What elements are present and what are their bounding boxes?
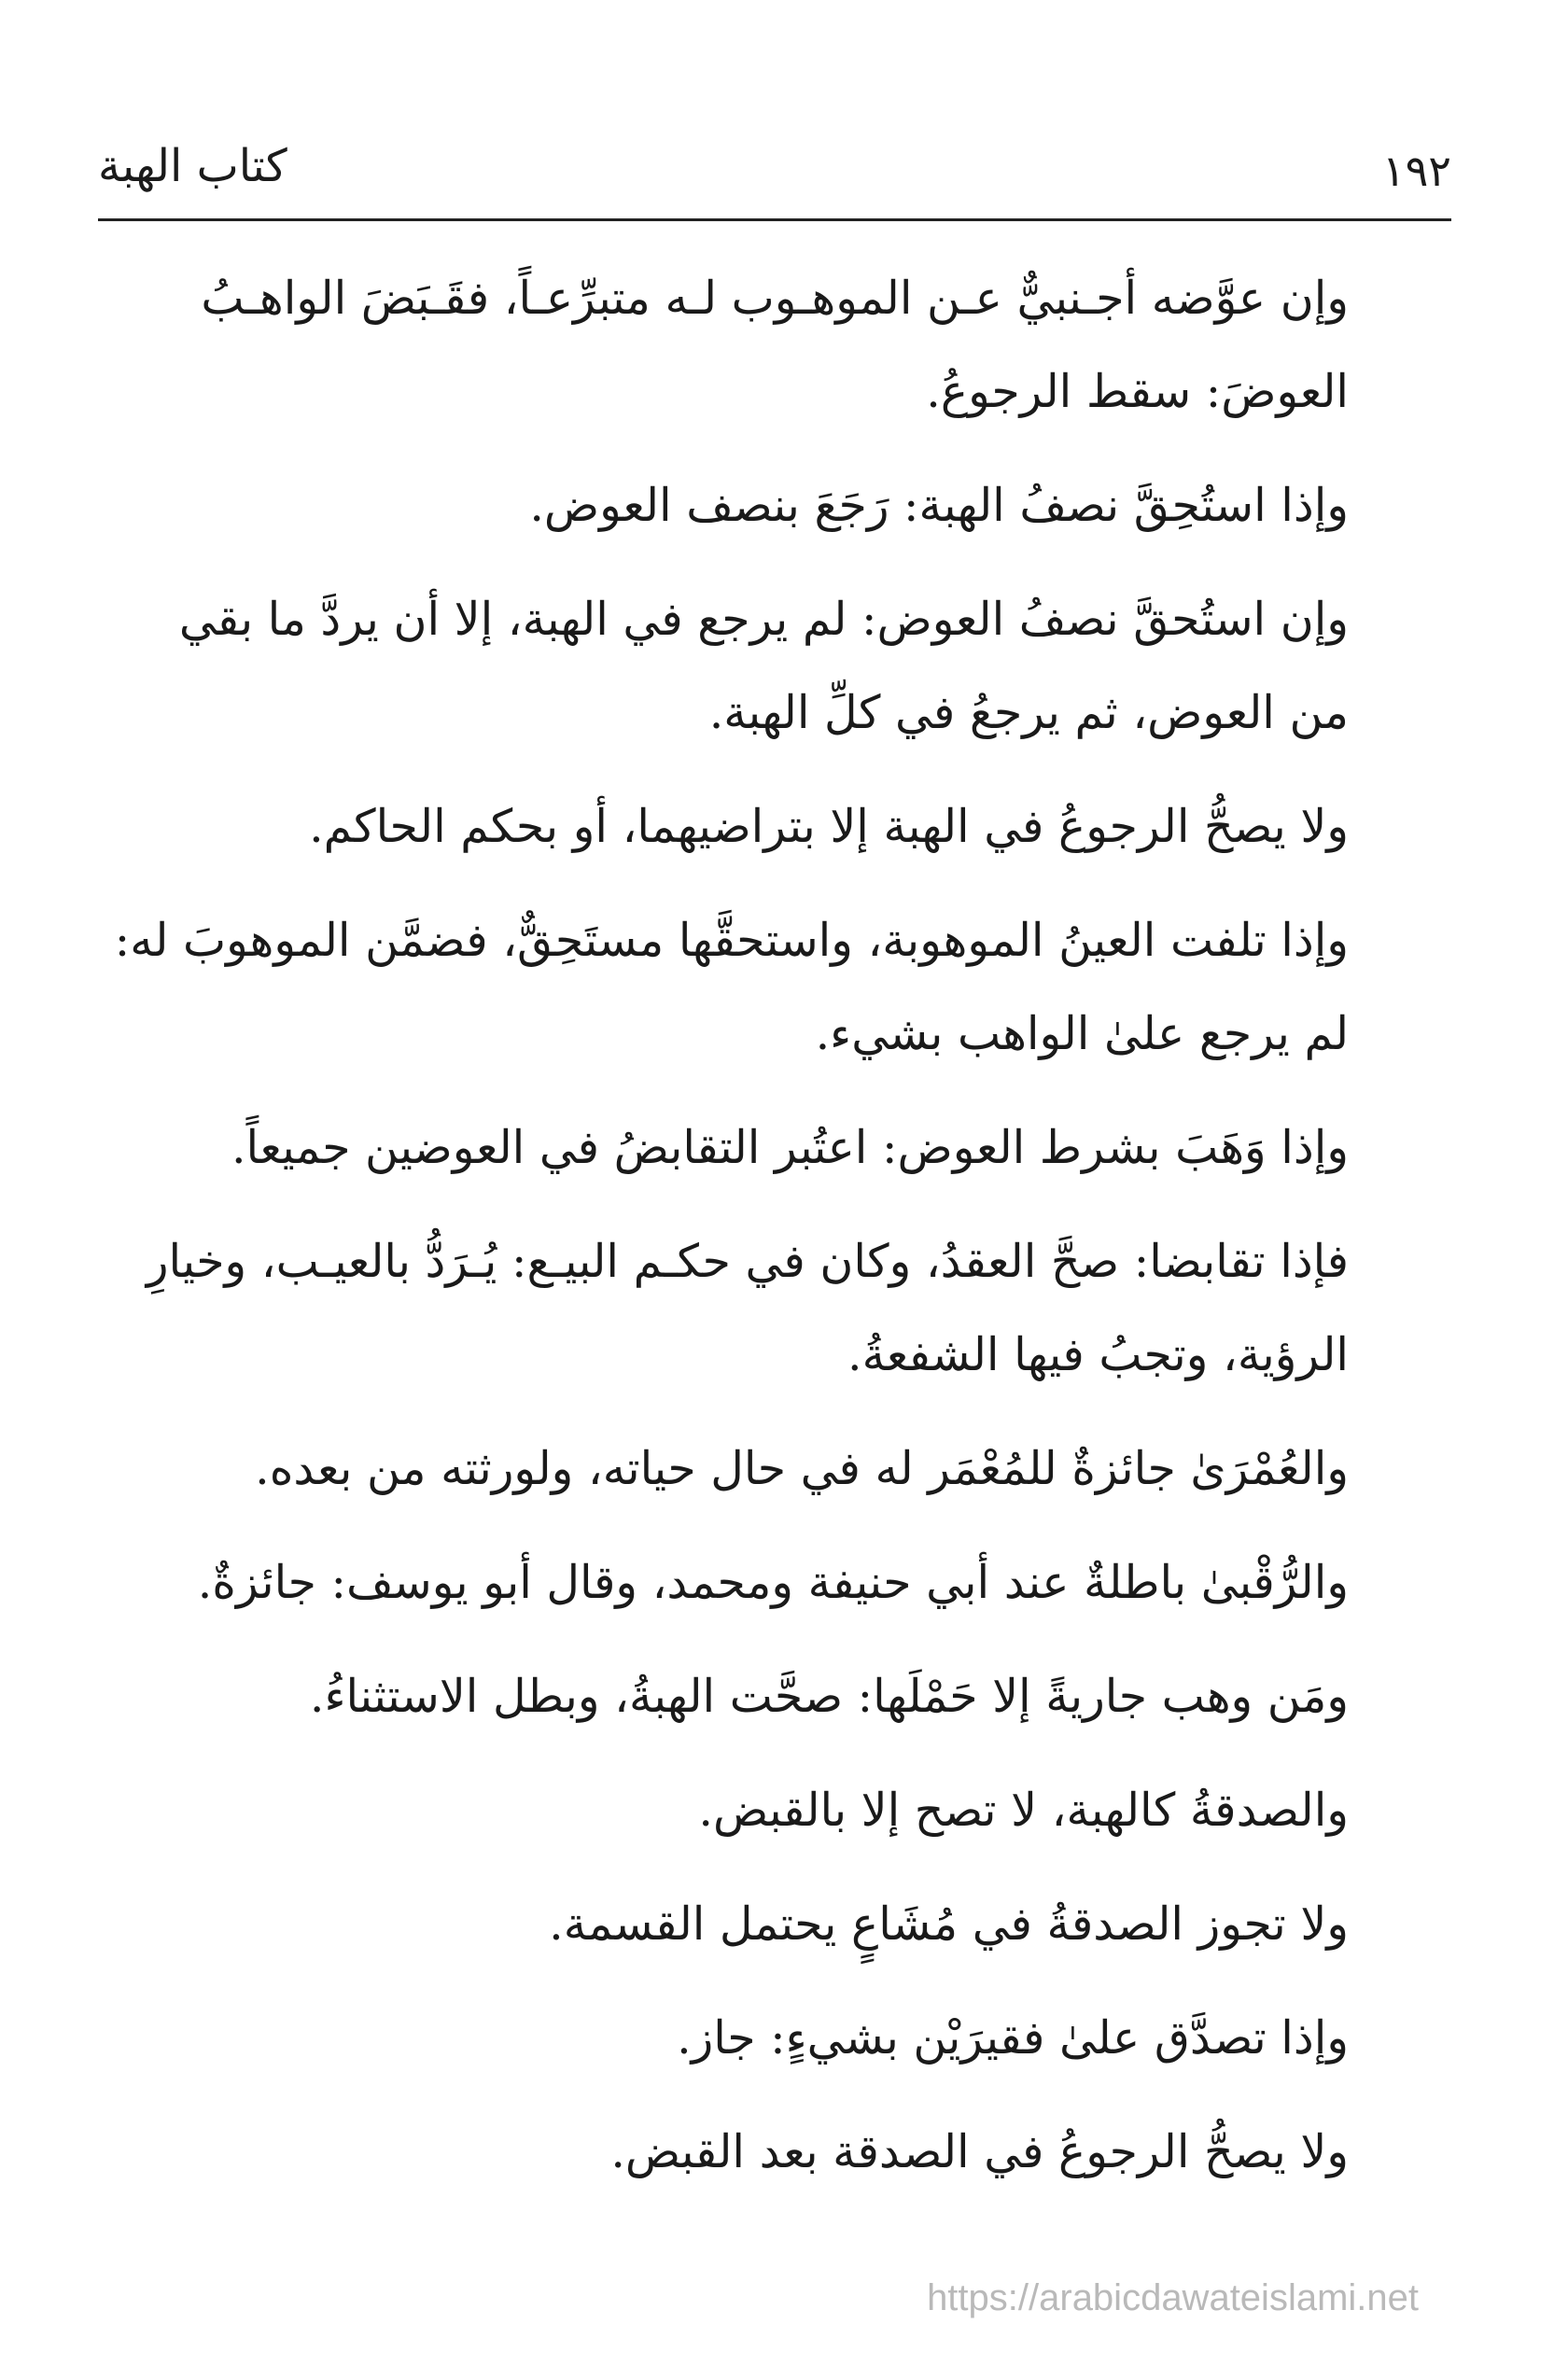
book-title: كتاب الهبة	[98, 140, 287, 192]
paragraph: وإذا استُحِقَّ نصفُ الهبة: رَجَعَ بنصف العوض.	[529, 479, 1349, 532]
page-body	[107, 252, 1451, 2219]
paragraph: والصدقةُ كالهبة، لا تصح إلا بالقبض.	[698, 1784, 1349, 1837]
page-number: ١٩٢	[1381, 146, 1451, 196]
paragraph: فإذا تقابضا: صحَّ العقدُ، وكان في حكـم البيـع: يُـرَدُّ بالعيـب، وخيارِ الرؤية، وتجبُ فيها الشفعةُ.	[146, 1235, 1349, 1381]
watermark-url: https://arabicdawateislami.net	[927, 2277, 1419, 2318]
paragraph: والرُّقْبىٰ باطلةٌ عند أبي حنيفة ومحمد، وقال أبو يوسف: جائزةٌ.	[197, 1556, 1349, 1609]
paragraph: وإن استُحقَّ نصفُ العوض: لم يرجع في الهبة، إلا أن يردَّ ما بقي من العوض، ثم يرجعُ في كلِّ الهبة.	[178, 593, 1349, 739]
header-divider	[98, 218, 1451, 221]
paragraph: ولا تجوز الصدقةُ في مُشَاعٍ يحتمل القسمة.	[549, 1897, 1349, 1951]
paragraph: ومَن وهب جاريةً إلا حَمْلَها: صحَّت الهبةُ، وبطل الاستثناءُ.	[309, 1670, 1349, 1723]
paragraph: ولا يصحُّ الرجوعُ في الصدقة بعد القبض.	[610, 2125, 1349, 2178]
paragraph: ولا يصحُّ الرجوعُ في الهبة إلا بتراضيهما، أو بحكم الحاكم.	[309, 800, 1349, 853]
paragraph: وإذا تلفت العينُ الموهوبة، واستحقَّها مستَحِقٌّ، فضمَّن الموهوبَ له: لم يرجع علىٰ الواهب بشيء.	[114, 914, 1349, 1060]
paragraph: وإذا تصدَّق علىٰ فقيرَيْن بشيءٍ: جاز.	[677, 2011, 1349, 2065]
paragraph: وإن عوَّضه أجـنبيٌّ عـن الموهـوب لـه متبرِّعـاً، فقَـبَضَ الواهـبُ العوضَ: سقط الرجوعُ.	[201, 272, 1349, 418]
page-header	[98, 140, 1451, 217]
paragraph: وإذا وَهَبَ بشرط العوض: اعتُبر التقابضُ في العوضين جميعاً.	[231, 1121, 1349, 1174]
paragraph: والعُمْرَىٰ جائزةٌ للمُعْمَر له في حال حياته، ولورثته من بعده.	[255, 1442, 1349, 1495]
